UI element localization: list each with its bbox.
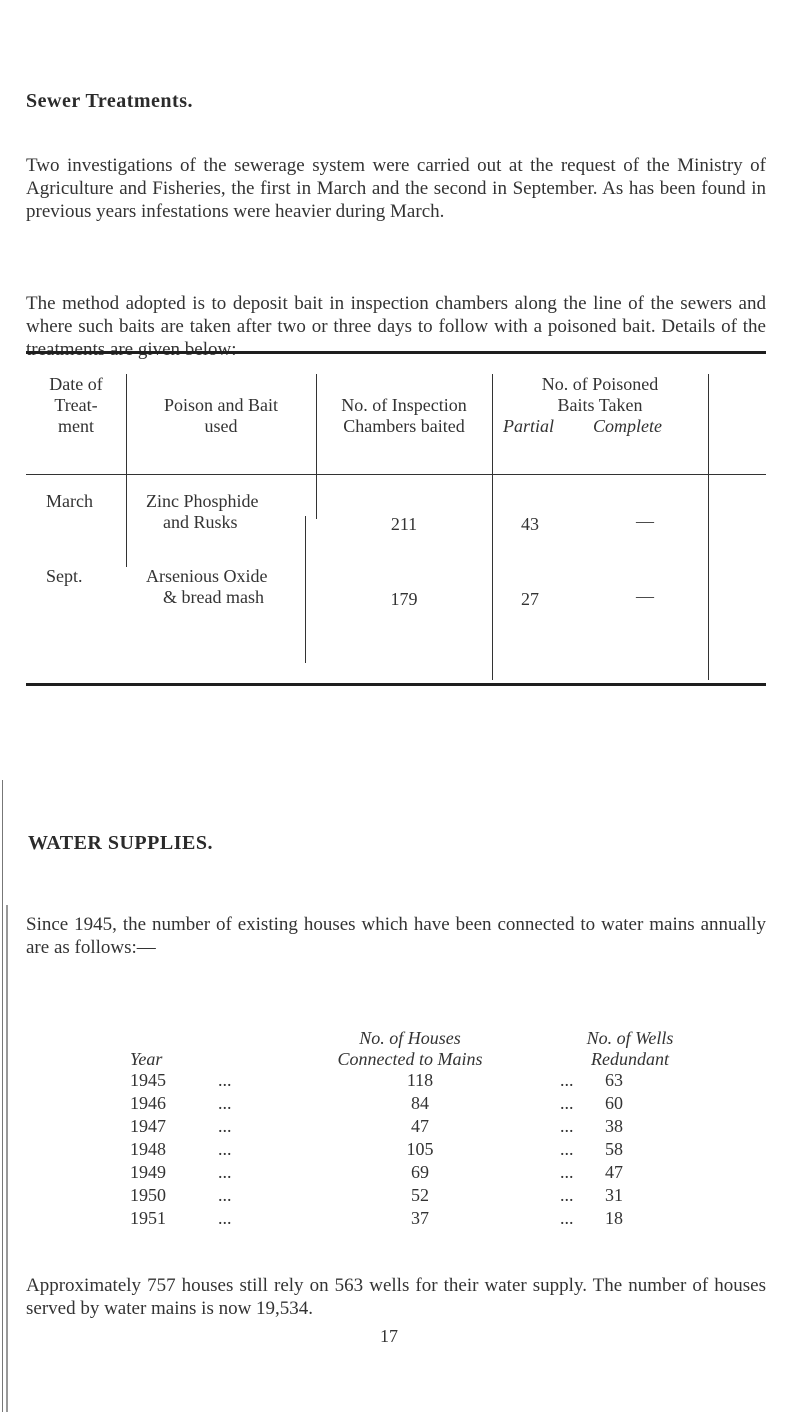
header-poison: Poison and Bait used [163,395,278,436]
water-col-wells: No. of Wells Redundant [586,1028,674,1069]
row-sept-date: Sept. [46,566,83,586]
water-paragraph-1: Since 1945, the number of existing houses which have been connected to water mains annually are as follows:— [26,914,766,958]
table-row: 1951 ... 37 ... 18 [130,1208,623,1228]
table-row: 1946 ... 84 ... 60 [130,1093,623,1113]
header-baits: No. of Poisoned Baits Taken [541,374,659,415]
row-march-complete: — [636,511,654,531]
row-march-date: March [46,491,93,511]
table-row: 1945 ... 118 ... 63 [130,1070,623,1090]
water-paragraph-2: Approximately 757 houses still rely on 563 wells for their water supply. The number of houses served by water mains is now 19,534. [26,1275,766,1319]
row-march-poison: Zinc Phosphide and Rusks [146,491,259,532]
row-sept-poison: Arsenious Oxide & bread mash [146,566,268,607]
water-col-year: Year [130,1049,163,1069]
sewer-treatments-table [26,351,766,686]
page-number: 17 [380,1326,398,1346]
row-sept-complete: — [636,586,654,606]
scan-edge-mark [6,905,8,1412]
sewer-heading: Sewer Treatments. [26,90,193,112]
row-march-chambers: 211 [390,514,418,534]
header-chambers: No. of Inspection Chambers baited [341,395,467,436]
header-complete: Complete [593,416,662,436]
header-date: Date of Treat- ment [49,374,103,436]
sewer-paragraph-2: The method adopted is to deposit bait in inspection chambers along the line of the sewers and where such baits are taken after two or three days to follow with a poisoned bait. Details of the treatments are given below: [26,293,766,360]
sewer-paragraph-1: Two investigations of the sewerage system were carried out at the request of the Ministry of Agriculture and Fisheries, the first in March and the second in September. As has been found in previous years infestations were heavier during March. [26,155,766,222]
table-row: 1947 ... 47 ... 38 [130,1116,623,1136]
header-partial: Partial [503,416,555,436]
row-sept-partial: 27 [521,589,539,609]
water-col-houses: No. of Houses Connected to Mains [337,1028,483,1069]
water-heading: WATER SUPPLIES. [28,832,213,854]
row-sept-chambers: 179 [390,589,418,609]
table-row: 1949 ... 69 ... 47 [130,1162,623,1182]
table-row: 1948 ... 105 ... 58 [130,1139,623,1159]
scan-edge-mark [2,780,3,1412]
table-row: 1950 ... 52 ... 31 [130,1185,623,1205]
row-march-partial: 43 [521,514,539,534]
